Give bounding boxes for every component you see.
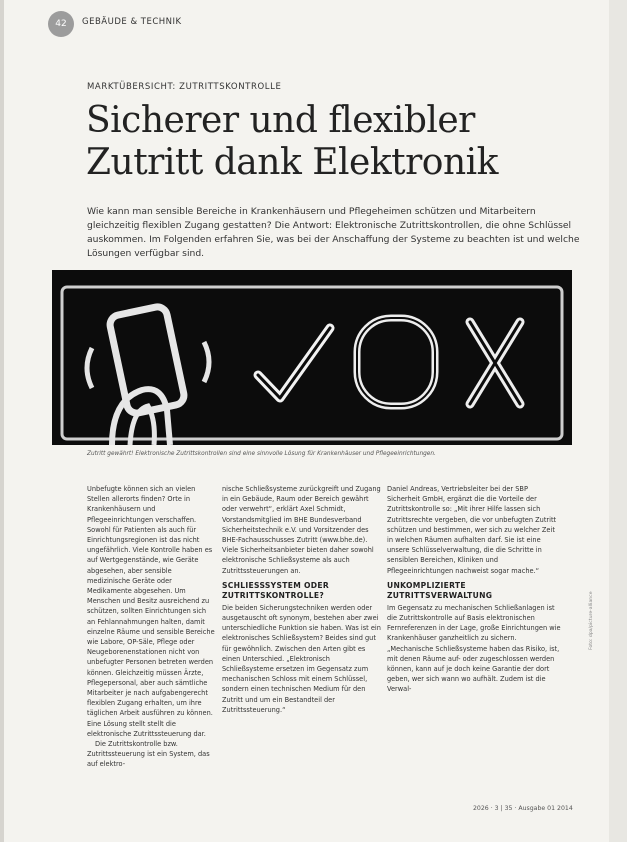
paragraph: Die beiden Sicherungstechniken werden oder ausgetauscht oft synonym, bestehen aber zwei unterschiedliche Funktion sie haben. Was ist ein elektronisches Schließsystem? Beides sind gut für gewöhnlich. Zwischen den Arten gibt es einen Unterschied. „Elektronisch Schließsysteme ersetzen im Gegensatz zum mechanischen Schloss mit einem Schlüssel, sondern einen technischen Medium für den Zutritt und um ein Bestandteil der Zutrittssteuerung.“	[222, 603, 381, 714]
page-edge-right	[609, 0, 627, 842]
page-number-badge: 42	[48, 11, 74, 37]
access-control-illustration	[52, 270, 572, 445]
paragraph: nische Schließsysteme zurückgreift und Zugang in ein Gebäude, Raum oder Bereich gewährt oder verwehrt“, erklärt Axel Schmidt, Vorstandsmitglied im BHE Bundesverband Sicherheitstechnik e.V. und Vorsitzender des BHE-Fachausschusses Zutritt (www.bhe.de). Viele Sicherheitsanbieter bieten daher sowohl elektronische Schließsysteme als auch Zutrittssteuerungen an.	[222, 485, 381, 575]
article-photo	[52, 270, 572, 445]
subheading: UNKOMPLIZIERTE ZUTRITTSVERWALTUNG	[387, 580, 493, 600]
article-lead: Wie kann man sensible Bereiche in Krankenhäusern und Pflegeheimen schützen und Mitarbeitern gleichzeitig flexiblen Zugang gestatten? Die Antwort: Elektronische Zutrittskontrollen, die ohne Schlüssel auskommen. Im Folgenden erfahren Sie, was bei der Anschaffung der Systeme zu beachten ist und welche Lösungen verfügbar sind.	[87, 206, 580, 259]
photo-caption: Zutritt gewährt! Elektronische Zutrittskontrollen sind eine sinnvolle Lösung für Krankenhäuser und Pflegeeinrichtungen.	[87, 451, 436, 457]
paragraph: Unbefugte können sich an vielen Stellen allerorts finden? Orte in Krankenhäusern und Pflegeeinrichtungen verschaffen. Sowohl für Patienten als auch für Einrichtungsregionen ist das nicht ungefährlich. Viele Kontrolle haben es auf Wertgegenstände, wie Geräte abgesehen, aber sensible medizinische Geräte oder Medikamente abgesehen. Um Menschen und Besitz ausreichend zu schützen, sollten Einrichtungen sich an Fehlannahmungen halten, damit einzelne Räume und sensible Bereiche wie Labore, OP-Säle, Pflege oder Neugeborenenstationen nicht von unbefugter Personen betreten werden können. Gleichzeitig müssen Ärzte, Pflegepersonal, aber auch sämtliche Mitarbeiter je nach aufgabengerecht flexiblen Zugang erhalten, um ihre täglichen Arbeit ausführen zu können. Eine Lösung stellt stellt die elektronische Zutrittssteuerung dar.	[87, 485, 215, 738]
page-edge	[0, 0, 4, 842]
article-kicker: MARKTÜBERSICHT: ZUTRITTSKONTROLLE	[87, 82, 282, 92]
headline-line-1: Sicherer und flexibler	[86, 100, 475, 141]
paragraph: Im Gegensatz zu mechanischen Schließanlagen ist die Zutrittskontrolle auf Basis elektronischen Fernreferenzen in der Lage, große Einrichtungen wie Krankenhäuser ganzheitlich zu sichern. „Mechanische Schließsysteme haben das Risiko, ist, mit denen Räume auf- oder zugeschlossen werden können, kann auf je doch keine Garantie der dort geben, wer sich wann wo aufhält. Zudem ist die Verwal-	[387, 603, 561, 694]
photo-credit: Foto: dpa/picture-alliance	[589, 591, 594, 650]
section-header: GEBÄUDE & TECHNIK	[82, 17, 182, 27]
text-column-1	[87, 484, 215, 770]
text-column-3	[387, 484, 562, 695]
text-column-2	[222, 484, 382, 715]
paragraph: Die Zutrittskontrolle bzw. Zutrittssteuerung ist ein System, das auf elektro-	[87, 740, 210, 769]
headline-line-2: Zutritt dank Elektronik	[86, 142, 498, 183]
page-footer: 2026 · 3 | 35 · Ausgabe 01 2014	[473, 805, 573, 812]
article-headline	[86, 100, 566, 184]
subheading: SCHLIESSSYSTEM ODER ZUTRITTSKONTROLLE?	[222, 580, 330, 600]
paragraph: Daniel Andreas, Vertriebsleiter bei der SBP Sicherheit GmbH, ergänzt die die Vorteile der Zutrittskontrolle so: „Mit ihrer Hilfe lassen sich Zutrittsrechte vergeben, die vor unbefugten Zutritt schützen und bestimmen, wer sich zu welcher Zeit in welchen Räumen aufhalten darf. Sie ist eine unsere Schlüsselverwaltung, die die Schritte in sensiblen Bereichen, Kliniken und Pflegeeinrichtungen nachweist sogar mache.“	[387, 485, 557, 575]
